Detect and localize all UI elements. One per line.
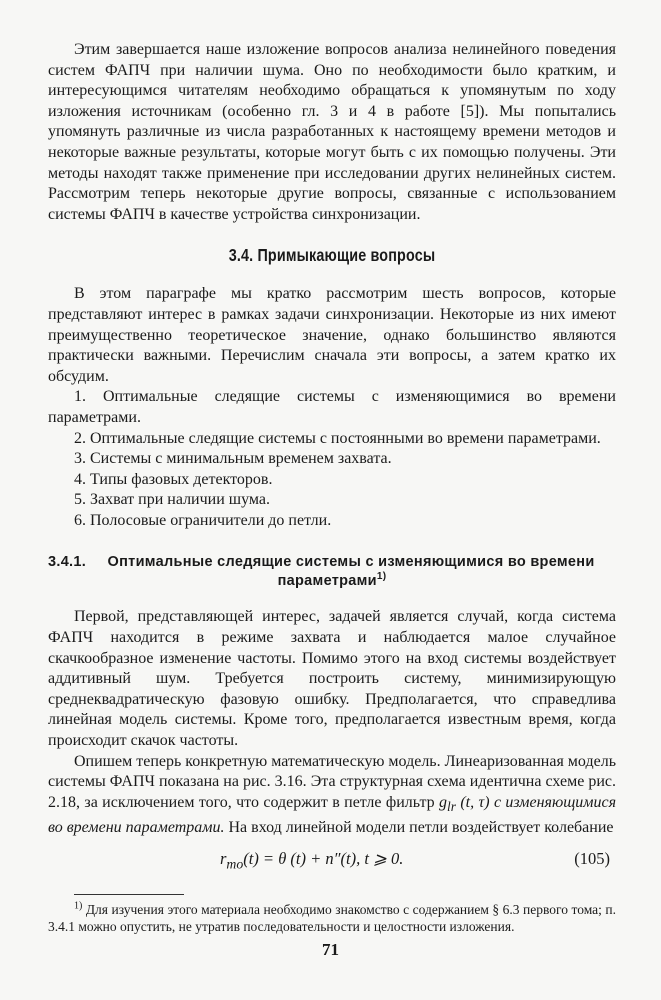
footnote-mark: 1) — [376, 571, 387, 583]
footnote: $^{1)}$ Для изучения этого материала необходимо знакомство с содержанием § 6.3 первого тома; п. 3.4.1 можно опустить, не утратив последовательности и целостности изложения. — [48, 900, 616, 935]
italic-phrase: с изменяющимися во времени параметрами. — [48, 793, 617, 836]
section-paragraph: В этом параграфе мы кратко рассмотрим шесть вопросов, которые представляют интерес в рамках задачи синхронизации. Некоторые из них имеют преимущественно теоретическое значение, однако большинство являются практически важными. Перечислим сначала эти вопросы, а затем кратко их обсудим. — [48, 285, 616, 385]
section-heading: 3.4. Примыкающие вопросы — [228, 245, 436, 266]
page-body — [48, 40, 616, 935]
subsection-title: Оптимальные следящие системы с изменяющимися во времени параметрами — [107, 554, 595, 590]
subsection-paragraph-2: Опишем теперь конкретную математическую модель. Линеаризованная модель системы ФАПЧ показана на рис. 3.16. Эта структурная схема идентична схеме рис. 2.18, за исключением того, что содержит в петле фильтр $g_{lr}$ (t, τ) с изменяющимися во времени параметрами. На вход линейной модели петли воздействует колебание — [48, 752, 617, 836]
page-number: 71 — [322, 940, 339, 959]
list-item: 1. Оптимальные следящие системы с изменяющимися во времени параметрами. — [48, 388, 616, 426]
footnote-divider — [74, 894, 184, 895]
equation-body: $r_{mo}(t) = \theta$ (t) + n″(t), t ⩾ 0. — [220, 849, 404, 872]
intro-paragraph: Этим завершается наше изложение вопросов анализа нелинейного поведения систем ФАПЧ при наличии шума. Оно по необходимости было кратким, и интересующимся читателям необходимо обращаться к упомянутым по ходу изложения источникам (особенно гл. 3 и 4 в работе [5]). Мы попытались упомянуть различные из числа разработанных к настоящему времени методов и некоторые важные результаты, которые могут быть с их помощью получены. Эти методы находят также применение при исследовании других нелинейных систем. Рассмотрим теперь некоторые другие вопросы, связанные с использованием системы ФАПЧ в качестве устройства синхронизации. — [48, 41, 616, 223]
subsection-paragraph-1: Первой, представляющей интерес, задачей является случай, когда система ФАПЧ находится в режиме захвата и наблюдается малое случайное скачкообразное изменение частоты. Помимо этого на вход системы воздействует аддитивный шум. Требуется построить систему, минимизирующую среднеквадратическую фазовую ошибку. Предполагается, что справедлива линейная модель системы. Кроме того, предполагается известным время, когда происходит скачок частоты. — [48, 608, 616, 750]
list-item: 6. Полосовые ограничители до петли. — [74, 511, 332, 529]
filter-symbol: $g_{lr}$ (t, τ) — [439, 793, 490, 814]
subsection-heading — [48, 553, 616, 591]
equation — [48, 846, 616, 876]
subsection-number: 3.4.1. — [48, 554, 87, 571]
list-item: 2. Оптимальные следящие системы с постоянными во времени параметрами. — [74, 429, 601, 447]
list-item: 4. Типы фазовых детекторов. — [74, 470, 273, 488]
list-item: 3. Системы с минимальным временем захвата. — [74, 450, 392, 468]
list-item: 5. Захват при наличии шума. — [74, 491, 271, 509]
equation-number: (105) — [574, 849, 610, 869]
